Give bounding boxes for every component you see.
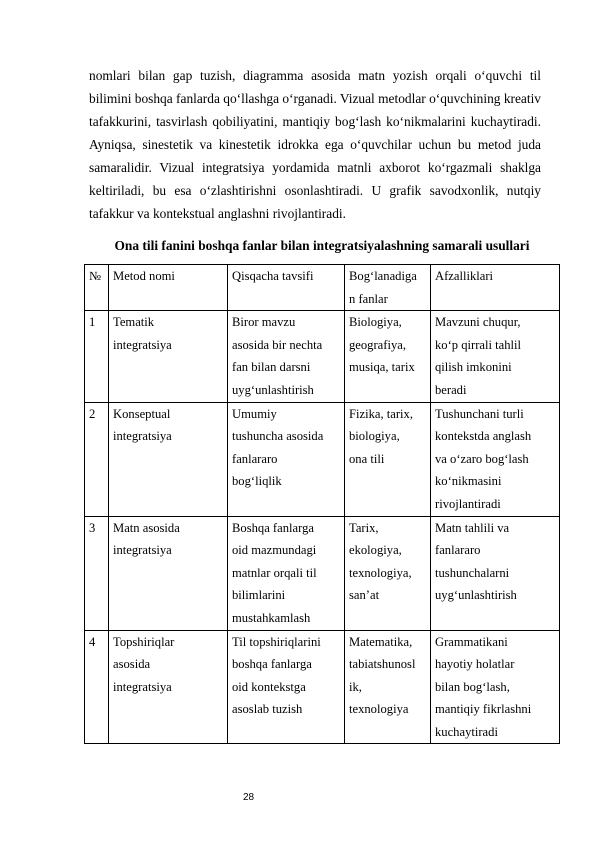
cell-advantages: Grammatikani hayotiy holatlar bilan bog‘lash, mantiqiy fikrlashni kuchaytiradi [431, 630, 560, 744]
cell-advantages: Tushunchani turli kontekstda anglash va o‘zaro bog‘lash ko‘nikmasini rivojlantiradi [431, 402, 560, 516]
cell-description: Boshqa fanlarga oid mazmundagi matnlar orqali til bilimlarini mustahkamlash [228, 516, 345, 630]
header-description: Qisqacha tavsifi [228, 265, 345, 311]
page-number: 28 [243, 792, 255, 803]
cell-method-name: Konseptual integratsiya [109, 402, 228, 516]
cell-description: Umumiy tushuncha asosida fanlararo bog‘liqlik [228, 402, 345, 516]
body-paragraph: nomlari bilan gap tuzish, diagramma asosida matn yozish orqali o‘quvchi til bilimini boshqa fanlarda qo‘llashga o‘rganadi. Vizual metodlar o‘quvchining kreativ tafakkurini, tasvirlash qobiliyatini, mantiqiy bog‘lash ko‘nikmalarini kuchaytiradi. Ayniqsa, sinestetik va kinestetik idrokka ega o‘quvchilar uchun bu metod juda samaralidir. Vizual integratsiya yordamida matnli axborot ko‘rgazmali shaklga keltiriladi, bu esa o‘zlashtirishni osonlashtiradi. U grafik savodxonlik, nutqiy tafakkur va kontekstual anglashni rivojlantiradi. [89, 68, 541, 221]
header-related-subjects: Bog‘lanadiga n fanlar [345, 265, 431, 311]
table-header-row [85, 265, 560, 311]
cell-method-name: Tematik integratsiya [109, 311, 228, 402]
table-row [85, 402, 560, 516]
header-advantages: Afzalliklari [431, 265, 560, 311]
cell-number: 3 [85, 516, 109, 630]
header-method-name: Metod nomi [109, 265, 228, 311]
cell-related-subjects: Biologiya, geografiya, musiqa, tarix [345, 311, 431, 402]
cell-related-subjects: Tarix, ekologiya, texnologiya, san’at [345, 516, 431, 630]
table-row [85, 630, 560, 744]
header-number: № [85, 265, 109, 311]
cell-method-name: Topshiriqlar asosida integratsiya [109, 630, 228, 744]
table-row [85, 311, 560, 402]
table-row [85, 516, 560, 630]
cell-description: Til topshiriqlarini boshqa fanlarga oid kontekstga asoslab tuzish [228, 630, 345, 744]
cell-advantages: Matn tahlili va fanlararo tushunchalarni uyg‘unlashtirish [431, 516, 560, 630]
cell-number: 4 [85, 630, 109, 744]
table-title: Ona tili fanini boshqa fanlar bilan integratsiyalashning samarali usullari [114, 238, 530, 253]
cell-related-subjects: Matematika, tabiatshunosl ik, texnologiya [345, 630, 431, 744]
methods-table [84, 264, 560, 744]
cell-advantages: Mavzuni chuqur, ko‘p qirrali tahlil qilish imkonini beradi [431, 311, 560, 402]
cell-method-name: Matn asosida integratsiya [109, 516, 228, 630]
cell-number: 2 [85, 402, 109, 516]
cell-description: Biror mavzu asosida bir nechta fan bilan darsni uyg‘unlashtirish [228, 311, 345, 402]
cell-number: 1 [85, 311, 109, 402]
cell-related-subjects: Fizika, tarix, biologiya, ona tili [345, 402, 431, 516]
